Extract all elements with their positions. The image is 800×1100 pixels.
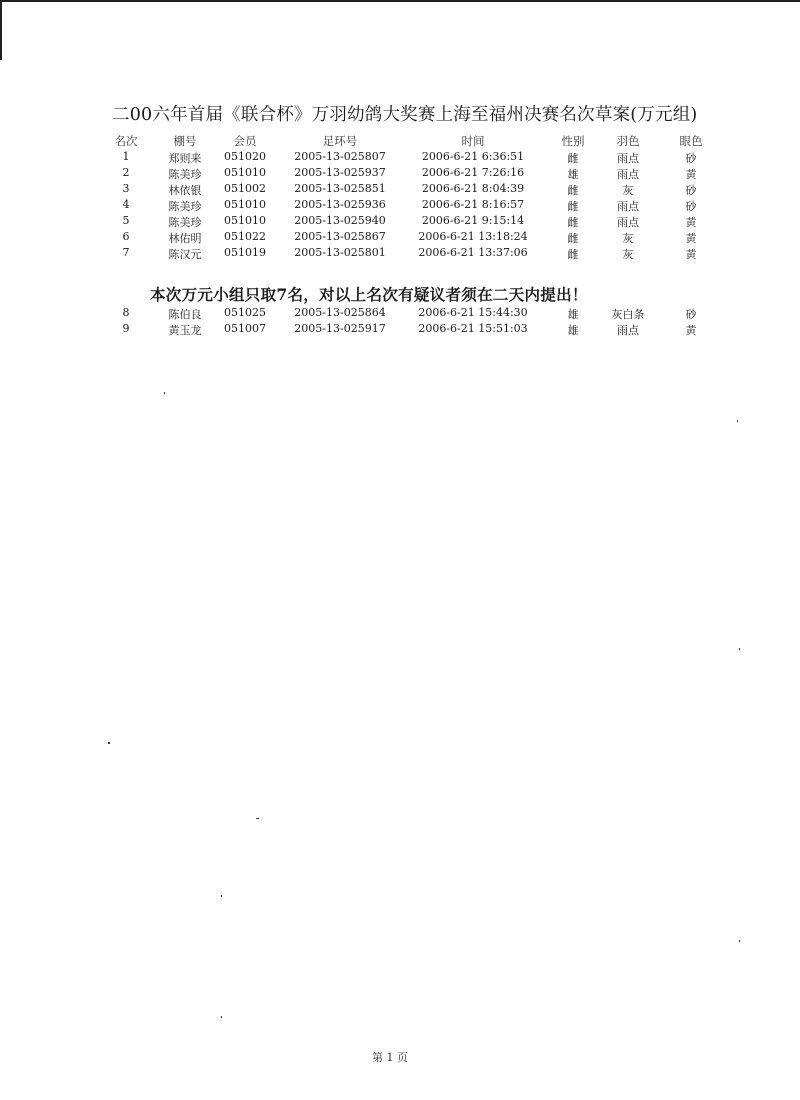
cell-eye: 黄 (685, 324, 697, 337)
cell-feather: 灰白条 (611, 308, 645, 321)
cell-eye: 砂 (685, 184, 697, 197)
scan-speck (737, 420, 738, 422)
header-eye: 眼色 (679, 134, 703, 148)
cell-ring: 2005-13-025807 (294, 150, 386, 163)
document-title: 二00六年首届《联合杯》万羽幼鸽大奖赛上海至福州决赛名次草案(万元组) (112, 105, 698, 125)
page-footer: 第 1 页 (372, 1051, 408, 1064)
cell-loft: 陈美珍 (168, 168, 202, 181)
scan-edge-top (0, 0, 800, 2)
cell-rank: 7 (122, 246, 130, 259)
cell-loft: 陈美珍 (168, 216, 202, 229)
cell-member: 051007 (224, 322, 266, 335)
cell-ring: 2005-13-025917 (294, 322, 386, 335)
cell-member: 051022 (224, 230, 266, 243)
table-row (0, 198, 800, 214)
cell-sex: 雄 (567, 168, 579, 181)
cell-time: 2006-6-21 13:18:24 (418, 230, 528, 243)
cell-member: 051010 (224, 214, 266, 227)
header-time: 时间 (461, 134, 485, 148)
header-loft: 棚号 (173, 134, 197, 148)
cell-member: 051002 (224, 182, 266, 195)
cell-eye: 黄 (685, 168, 697, 181)
cell-sex: 雄 (567, 324, 579, 337)
table-row (0, 306, 800, 322)
cell-feather: 灰 (622, 184, 634, 197)
cell-feather: 雨点 (617, 324, 639, 337)
cell-time: 2006-6-21 7:26:16 (421, 166, 525, 179)
cell-ring: 2005-13-025801 (294, 246, 386, 259)
cell-loft: 林依银 (168, 184, 202, 197)
scan-speck (221, 1016, 222, 1018)
cell-member: 051025 (224, 306, 266, 319)
cell-eye: 砂 (685, 200, 697, 213)
scan-speck (739, 940, 740, 942)
cell-ring: 2005-13-025940 (294, 214, 386, 227)
cell-eye: 砂 (685, 308, 697, 321)
cell-eye: 砂 (685, 152, 697, 165)
cell-member: 051010 (224, 166, 266, 179)
table-row (0, 166, 800, 182)
scan-speck (221, 895, 222, 897)
table-row (0, 246, 800, 262)
header-sex: 性别 (561, 134, 585, 148)
header-feather: 羽色 (616, 134, 640, 148)
cell-feather: 雨点 (617, 200, 639, 213)
cell-ring: 2005-13-025864 (294, 306, 386, 319)
cell-sex: 雌 (567, 216, 579, 229)
table-row (0, 230, 800, 246)
scan-speck (739, 648, 740, 650)
cell-member: 051020 (224, 150, 266, 163)
cell-rank: 5 (122, 214, 130, 227)
cell-ring: 2005-13-025936 (294, 198, 386, 211)
cell-ring: 2005-13-025937 (294, 166, 386, 179)
header-rank: 名次 (114, 134, 138, 148)
cell-member: 051010 (224, 198, 266, 211)
cell-loft: 陈伯良 (168, 308, 202, 321)
cell-loft: 陈美珍 (168, 200, 202, 213)
cell-time: 2006-6-21 9:15:14 (421, 214, 525, 227)
notice-text: 本次万元小组只取7名，对以上名次有疑议者须在二天内提出！ (150, 285, 588, 304)
cell-loft: 陈汉元 (168, 248, 202, 261)
cell-sex: 雌 (567, 152, 579, 165)
cell-sex: 雌 (567, 248, 579, 261)
cell-sex: 雌 (567, 184, 579, 197)
cell-rank: 6 (122, 230, 130, 243)
cell-sex: 雄 (567, 308, 579, 321)
table-row (0, 182, 800, 198)
cell-eye: 黄 (685, 232, 697, 245)
cell-rank: 3 (122, 182, 130, 195)
cell-time: 2006-6-21 8:16:57 (421, 198, 525, 211)
cell-rank: 1 (122, 150, 130, 163)
cell-rank: 2 (122, 166, 130, 179)
cell-feather: 雨点 (617, 168, 639, 181)
cell-sex: 雌 (567, 200, 579, 213)
cell-member: 051019 (224, 246, 266, 259)
cell-ring: 2005-13-025851 (294, 182, 386, 195)
cell-time: 2006-6-21 8:04:39 (421, 182, 525, 195)
cell-loft: 林佑明 (168, 232, 202, 245)
scan-edge-left (0, 0, 2, 60)
scan-speck (108, 742, 110, 744)
cell-eye: 黄 (685, 248, 697, 261)
cell-feather: 雨点 (617, 216, 639, 229)
cell-loft: 郑则来 (168, 152, 202, 165)
cell-time: 2006-6-21 6:36:51 (421, 150, 525, 163)
cell-time: 2006-6-21 15:51:03 (418, 322, 528, 335)
cell-loft: 黄玉龙 (168, 324, 202, 337)
table-header (0, 133, 800, 149)
cell-time: 2006-6-21 15:44:30 (418, 306, 528, 319)
header-ring: 足环号 (322, 134, 358, 148)
cell-time: 2006-6-21 13:37:06 (418, 246, 528, 259)
table-row (0, 322, 800, 338)
cell-rank: 9 (122, 322, 130, 335)
header-member: 会员 (233, 134, 257, 148)
cell-feather: 雨点 (617, 152, 639, 165)
cell-rank: 4 (122, 198, 130, 211)
cell-eye: 黄 (685, 216, 697, 229)
cell-rank: 8 (122, 306, 130, 319)
scan-speck (256, 818, 259, 819)
cell-ring: 2005-13-025867 (294, 230, 386, 243)
cell-feather: 灰 (622, 232, 634, 245)
cell-feather: 灰 (622, 248, 634, 261)
scan-speck (164, 392, 165, 394)
table-row (0, 150, 800, 166)
cell-sex: 雌 (567, 232, 579, 245)
table-row (0, 214, 800, 230)
